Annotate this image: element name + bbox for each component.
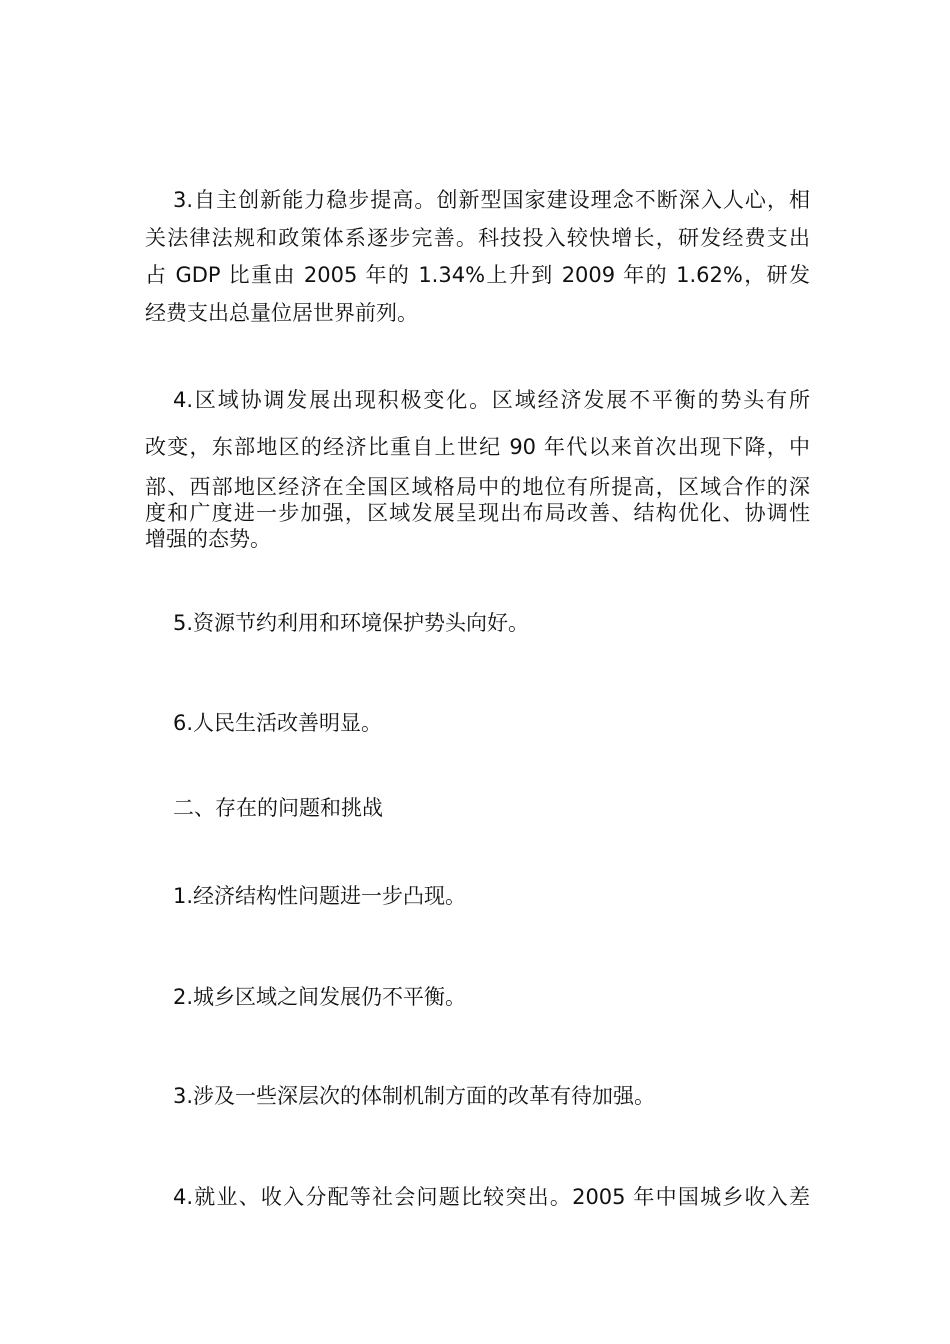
paragraph-1-line-4: 经费支出总量位居世界前列。 <box>145 301 418 325</box>
paragraph-7: 2.城乡区域之间发展仍不平衡。 <box>173 985 467 1009</box>
paragraph-2-line-1: 4.区域协调发展出现积极变化。区域经济发展不平衡的势头有所 <box>173 388 810 412</box>
paragraph-8: 3.涉及一些深层次的体制机制方面的改革有待加强。 <box>173 1084 656 1108</box>
paragraph-2-line-2: 改变，东部地区的经济比重自上世纪 90 年代以来首次出现下降，中 <box>145 435 810 459</box>
paragraph-6: 1.经济结构性问题进一步凸现。 <box>173 884 467 908</box>
paragraph-4: 6.人民生活改善明显。 <box>173 711 383 735</box>
section-heading: 二、存在的问题和挑战 <box>173 796 383 820</box>
paragraph-2-line-3: 部、西部地区经济在全国区域格局中的地位有所提高，区域合作的深 <box>145 475 810 499</box>
paragraph-1-line-2: 关法律法规和政策体系逐步完善。科技投入较快增长，研发经费支出 <box>145 226 810 250</box>
paragraph-2-line-4: 度和广度进一步加强，区域发展呈现出布局改善、结构优化、协调性 <box>145 501 810 525</box>
paragraph-1-line-3: 占 GDP 比重由 2005 年的 1.34%上升到 2009 年的 1.62%，研发 <box>145 263 810 287</box>
paragraph-1-line-1: 3.自主创新能力稳步提高。创新型国家建设理念不断深入人心，相 <box>173 188 810 212</box>
paragraph-9: 4.就业、收入分配等社会问题比较突出。2005 年中国城乡收入差 <box>173 1185 810 1209</box>
paragraph-3: 5.资源节约利用和环境保护势头向好。 <box>173 611 530 635</box>
paragraph-2-line-5: 增强的态势。 <box>145 527 271 551</box>
